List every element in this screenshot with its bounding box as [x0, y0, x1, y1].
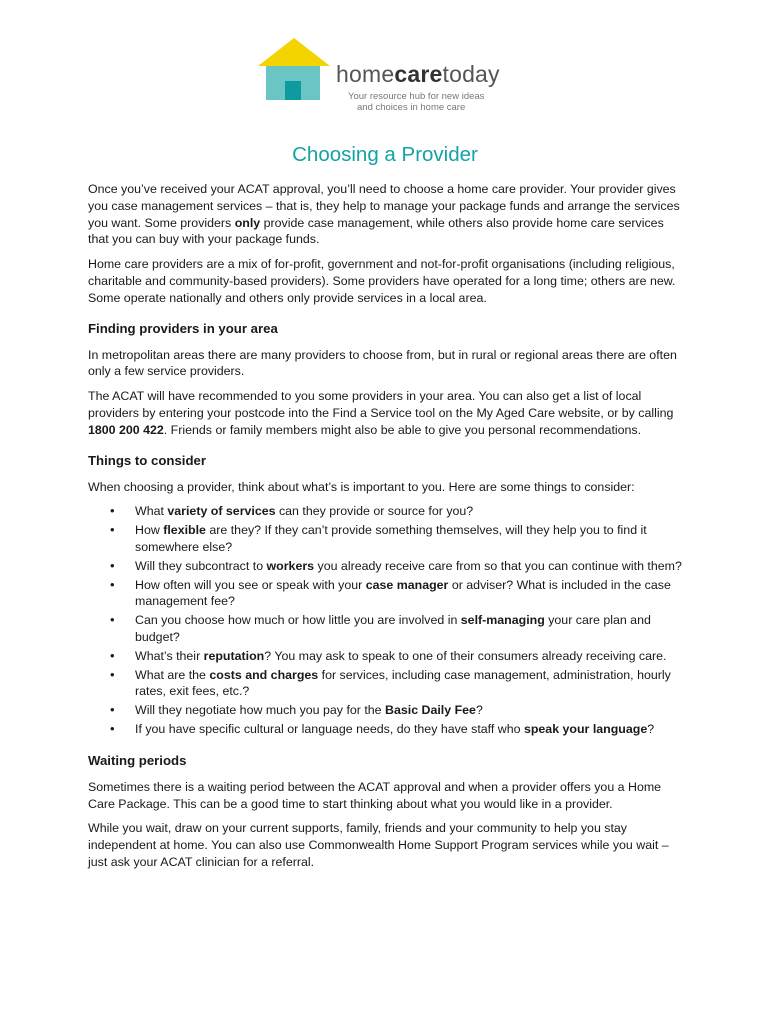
item-text: How — [135, 523, 164, 538]
page-title: Choosing a Provider — [292, 143, 478, 166]
item-text: What — [135, 504, 168, 519]
intro-p1-text-b: provide case management, while others also provide home care services that you can buy with your package funds. — [88, 215, 664, 247]
item-text: or adviser? What is included in the case management fee? — [135, 577, 671, 609]
tagline-line-2: and choices in home care — [357, 102, 466, 113]
item-bold: variety of services — [167, 504, 276, 519]
list-item — [88, 648, 686, 665]
item-text: Will they subcontract to — [135, 558, 267, 573]
consider-intro: When choosing a provider, think about what’s is important to you. Here are some things to consider: — [88, 479, 635, 494]
section-heading-consider: Things to consider — [88, 452, 206, 468]
intro-paragraph-2: Home care providers are a mix of for-profit, government and not-for-profit organisations (including religious, charitable and community-based providers). Some providers have operated for a long time; others are new. Some operate nationally and others only provide services in a local area. — [88, 257, 676, 305]
document-body — [88, 181, 686, 879]
waiting-paragraph-2: While you wait, draw on your current supports, family, friends and your community to help you stay independent at home. You can also use Commonwealth Home Support Program services while you wait – just ask your ACAT clinician for a referral. — [88, 821, 669, 869]
waiting-paragraph-1: Sometimes there is a waiting period between the ACAT approval and when a provider offers you a Home Care Package. This can be a good time to start thinking about what you would like in a provider. — [88, 779, 662, 811]
item-text: ? — [647, 721, 655, 736]
wordmark-care: care — [394, 61, 443, 87]
list-item — [88, 702, 686, 719]
item-text: you already receive care from so that you can continue with them? — [314, 558, 682, 573]
consider-list — [88, 503, 686, 737]
item-text: What’s their — [135, 648, 204, 663]
wordmark-home: home — [336, 61, 395, 87]
intro-paragraph-1 — [88, 181, 686, 248]
list-item — [88, 503, 686, 520]
wordmark-today: today — [442, 61, 500, 87]
item-bold: Basic Daily Fee — [385, 703, 476, 718]
logo-wordmark — [336, 61, 500, 88]
item-text: are they? If they can’t provide something themselves, will they help you to find it somewhere else? — [135, 523, 647, 554]
item-text: What are the — [135, 667, 210, 682]
item-bold: costs and charges — [209, 667, 319, 682]
item-bold: reputation — [203, 648, 265, 663]
finding-p2-text-a: The ACAT will have recommended to you some providers in your area. You can also get a list of local providers by entering your postcode into the Find a Service tool on the My Aged Care website, or by calling — [88, 389, 674, 420]
intro-p1-text-a: Once you’ve received your ACAT approval, you’ll need to choose a home care provider. Your provider gives you case management services – that is, they help to manage your package funds and arrange the services you want. Some providers — [88, 182, 680, 230]
item-bold: self-managing — [460, 613, 545, 628]
item-bold: speak your language — [523, 721, 648, 736]
item-text: your care plan and budget? — [135, 613, 651, 644]
list-item — [88, 577, 686, 611]
tagline-line-1: Your resource hub for new ideas — [348, 91, 485, 102]
item-text: Will they negotiate how much you pay for the — [135, 703, 386, 718]
item-text: Can you choose how much or how little you are involved in — [135, 613, 461, 628]
list-item — [88, 558, 686, 575]
section-heading-waiting: Waiting periods — [88, 752, 187, 768]
item-text: can they provide or source for you? — [275, 504, 474, 519]
list-item — [88, 721, 686, 738]
item-text: ? — [475, 703, 483, 718]
list-item — [88, 522, 686, 556]
finding-paragraph-2 — [88, 388, 686, 438]
list-item — [88, 667, 686, 701]
item-text: How often will you see or speak with your — [135, 577, 366, 592]
section-heading-finding: Finding providers in your area — [88, 320, 278, 336]
finding-p2-text-b: . Friends or family members might also be able to give you personal recommendations. — [163, 422, 642, 437]
logo-tagline — [348, 91, 508, 113]
item-bold: flexible — [163, 523, 206, 538]
house-logo-icon — [256, 36, 336, 104]
item-bold: workers — [266, 558, 315, 573]
item-text: ? You may ask to speak to one of their consumers already receiving care. — [264, 648, 667, 663]
phone-number: 1800 200 422 — [88, 422, 164, 437]
finding-paragraph-1: In metropolitan areas there are many providers to choose from, but in rural or regional areas there are often only a few service providers. — [88, 347, 677, 379]
list-item — [88, 612, 686, 646]
item-bold: case manager — [365, 577, 449, 592]
homecaretoday-logo — [256, 36, 526, 116]
item-text: If you have specific cultural or language needs, do they have staff who — [135, 721, 524, 736]
intro-p1-bold: only — [234, 215, 261, 230]
item-text: for services, including case management, administration, hourly rates, exit fees, etc.? — [135, 667, 671, 699]
